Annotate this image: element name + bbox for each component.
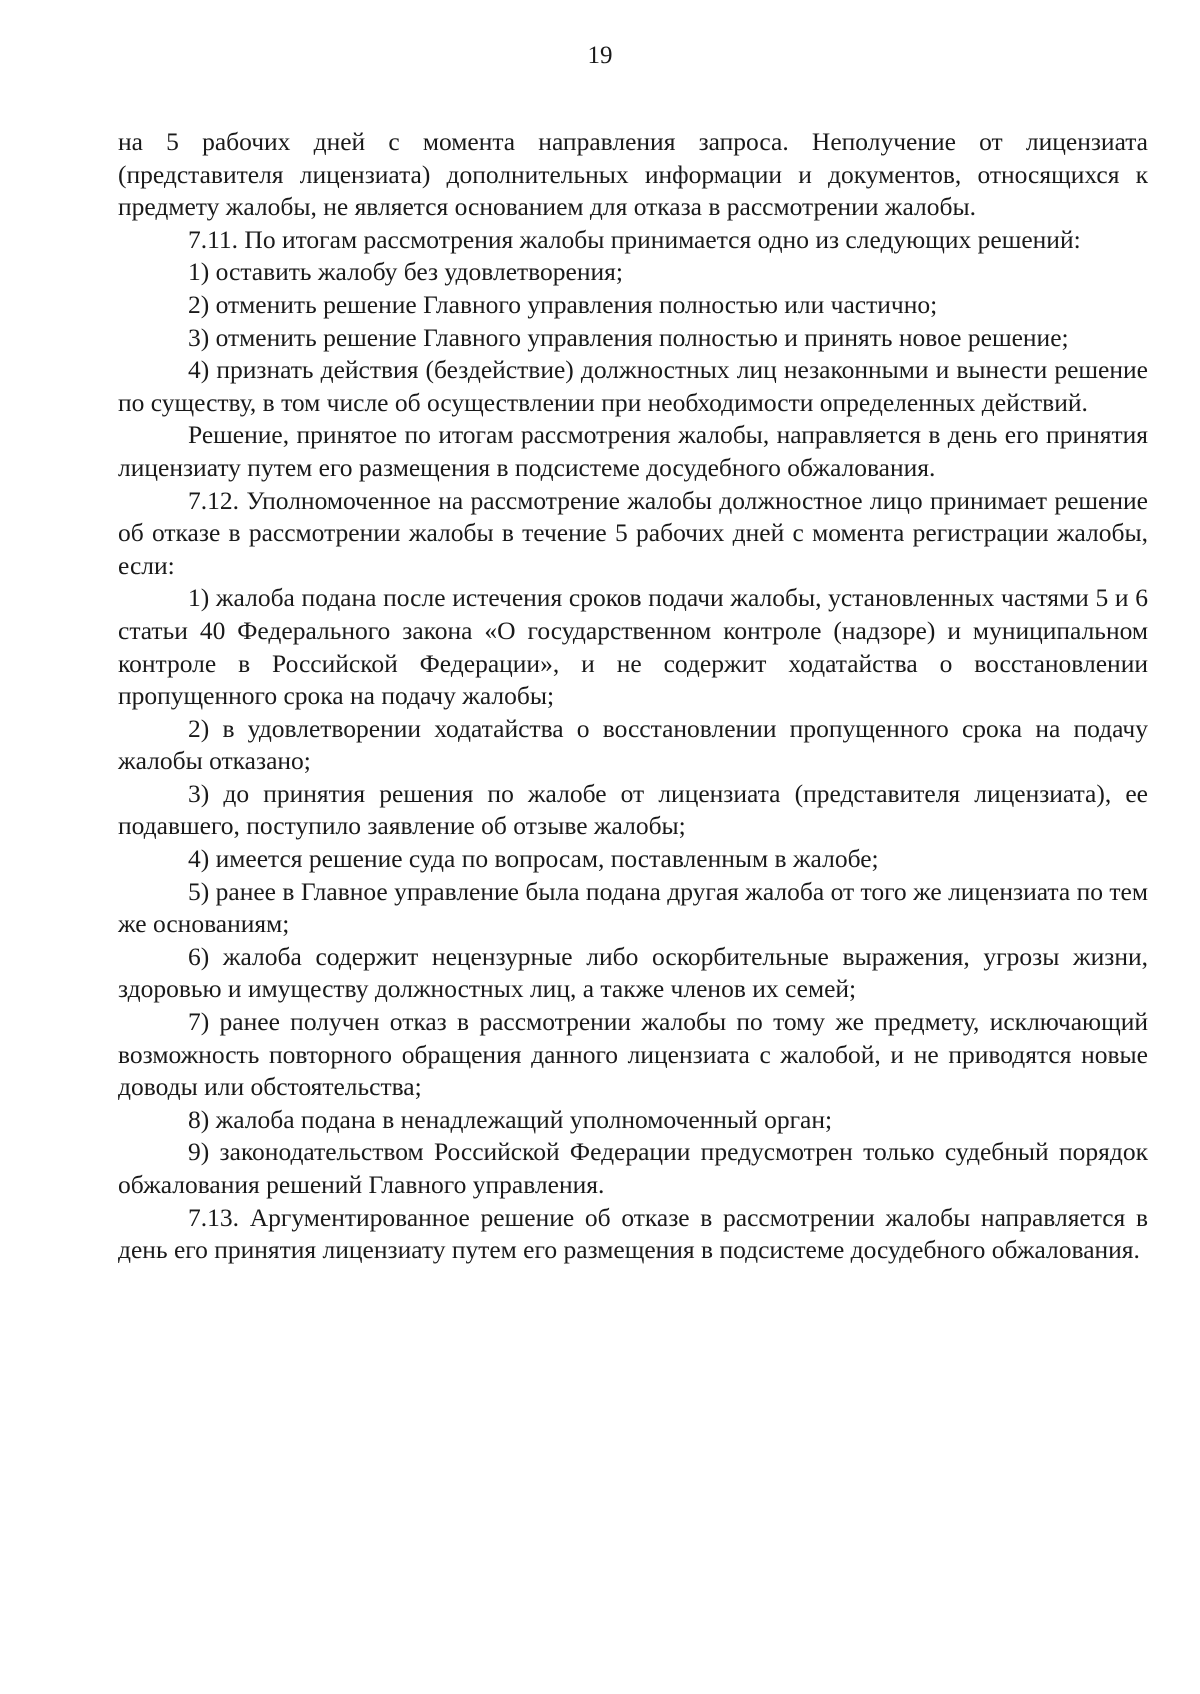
list-item: 4) имеется решение суда по вопросам, поставленным в жалобе; [188,844,879,874]
page-number: 19 [587,42,613,69]
paragraph-7-13: 7.13. Аргументированное решение об отказе в рассмотрении жалобы направляется в день его принятия лицензиату путем его размещения в подсистеме досудебного обжалования. [118,1202,1148,1265]
list-item: 6) жалоба содержит нецензурные либо оскорбительные выражения, угрозы жизни, здоровью и имуществу должностных лиц, а также членов их семей; [118,941,1148,1004]
list-item: 2) в удовлетворении ходатайства о восстановлении пропущенного срока на подачу жалобы отказано; [118,713,1148,776]
document-body [118,126,1148,1267]
paragraph-7-11: 7.11. По итогам рассмотрения жалобы принимается одно из следующих решений: [188,224,1081,254]
list-item: 4) признать действия (бездействие) должностных лиц незаконными и вынести решение по существу, в том числе об осуществлении при необходимости определенных действий. [118,355,1148,417]
list-item: 9) законодательством Российской Федерации предусмотрен только судебный порядок обжалования решений Главного управления. [118,1137,1148,1199]
paragraph-decision: Решение, принятое по итогам рассмотрения жалобы, направляется в день его принятия лицензиату путем его размещения в подсистеме досудебного обжалования. [118,420,1148,482]
list-item: 7) ранее получен отказ в рассмотрении жалобы по тому же предмету, исключающий возможность повторного обращения данного лицензиата с жалобой, и не приводятся новые доводы или обстоятельства; [118,1007,1148,1102]
list-item: 1) оставить жалобу без удовлетворения; [188,257,623,287]
list-item: 5) ранее в Главное управление была подана другая жалоба от того же лицензиата по тем же основаниям; [118,876,1148,939]
list-item: 1) жалоба подана после истечения сроков подачи жалобы, установленных частями 5 и 6 статьи 40 Федерального закона «О государственном контроле (надзоре) и муниципальном контроле в Российской Федерации», и не содержит ходатайства о восстановлении пропущенного срока на подачу жалобы; [118,583,1148,711]
paragraph-7-12: 7.12. Уполномоченное на рассмотрение жалобы должностное лицо принимает решение об отказе в рассмотрении жалобы в течение 5 рабочих дней с момента регистрации жалобы, если: [118,485,1148,580]
list-item: 3) до принятия решения по жалобе от лицензиата (представителя лицензиата), ее подавшего, поступило заявление об отзыве жалобы; [118,778,1148,841]
list-item: 2) отменить решение Главного управления полностью или частично; [188,289,938,319]
list-item: 3) отменить решение Главного управления полностью и принять новое решение; [188,322,1069,352]
paragraph-continuation: на 5 рабочих дней с момента направления запроса. Неполучение от лицензиата (представителя лицензиата) дополнительных информации и документов, относящихся к предмету жалобы, не является основанием для отказа в рассмотрении жалобы. [118,127,1148,222]
list-item: 8) жалоба подана в ненадлежащий уполномоченный орган; [188,1104,833,1134]
